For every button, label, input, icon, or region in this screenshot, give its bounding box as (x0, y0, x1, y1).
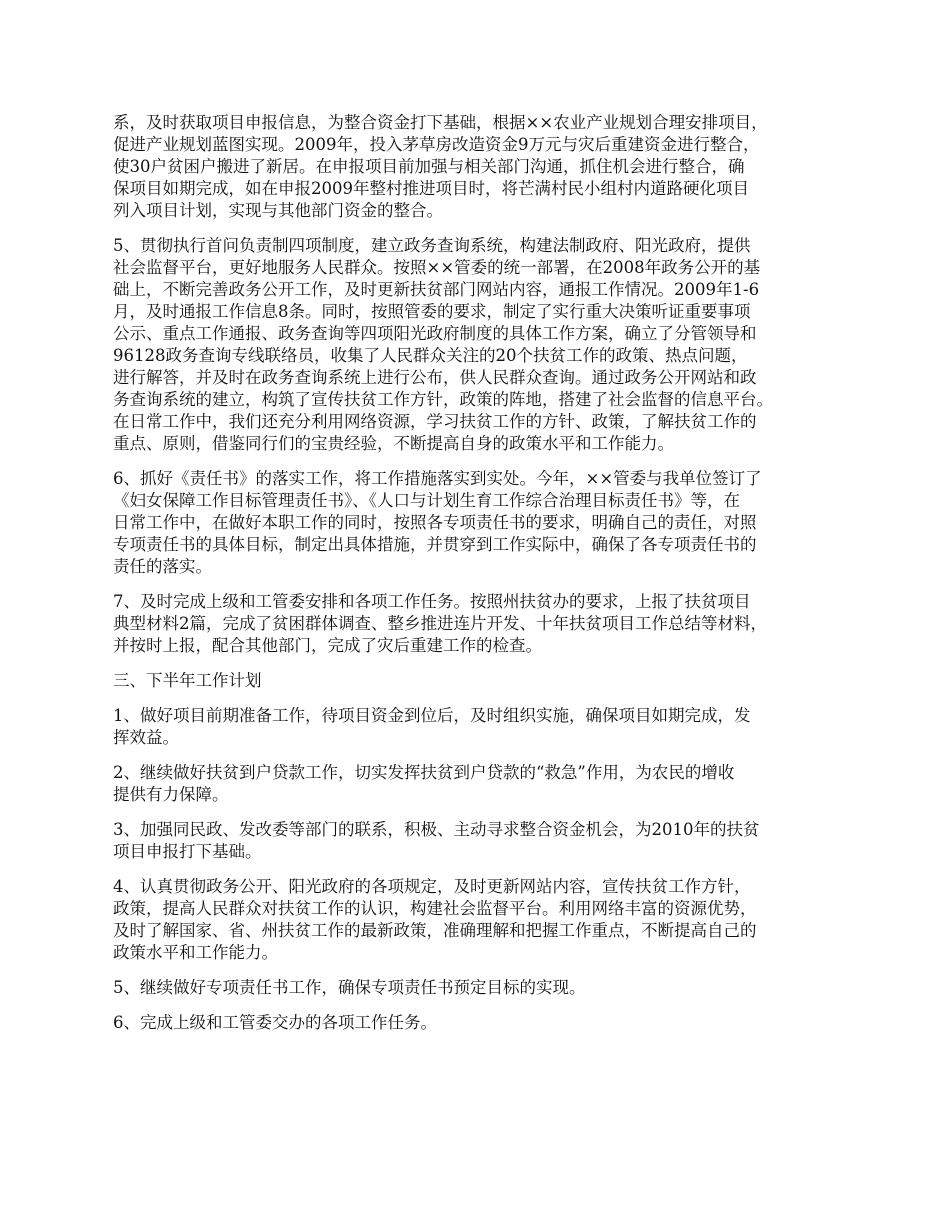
plan-item-6: 6、完成上级和工管委交办的各项工作任务。 (113, 1013, 437, 1032)
plan-item-1: 1、做好项目前期准备工作，待项目资金到位后，及时组织实施，确保项目如期完成，发 挥效益。 (113, 706, 751, 747)
paragraph-item-7-tasks: 7、及时完成上级和工管委安排和各项工作任务。按照州扶贫办的要求，上报了扶贫项目 典型材料2篇，完成了贫困群体调查、整乡推进连片开发、十年扶贫项目工作总结等材料， 并按时上报，配合其他部门，完成了灾后重建工作的检查。 (113, 592, 767, 655)
plan-item-5: 5、继续做好专项责任书工作，确保专项责任书预定目标的实现。 (113, 978, 586, 997)
plan-item-2: 2、继续做好扶贫到户贷款工作，切实发挥扶贫到户贷款的“救急”作用，为农民的增收 提供有力保障。 (113, 763, 735, 804)
paragraph-item-6-responsibility: 6、抓好《责任书》的落实工作，将工作措施落实到实处。今年，××管委与我单位签订了 《妇女保障工作目标管理责任书》、《人口与计划生育工作综合治理目标责任书》等，在 日常工作中，在做好本职工作的同时，按照各专项责任书的要求，明确自己的责任，对照 专项责任书的具体目标，制定出具体措施，并贯穿到工作实际中，确保了各专项责任书的 责任的落实。 (113, 469, 762, 576)
paragraph-item-5-government-affairs: 5、贯彻执行首问负责制四项制度，建立政务查询系统，构建法制政府、阳光政府，提供 社会监督平台，更好地服务人民群众。按照××管委的统一部署，在2008年政务公开的基 础上，不断完善政务公开工作，及时更新扶贫部门网站内容，通报工作情况。2009年1-6 月，及时通报工作信息8条。同时，按照管委的要求，制定了实行重大决策听证重要事项 公示、重点工作通报、政务查询等四项阳光政府制度的具体工作方案，确立了分管领导和 96128政务查询专线联络员，收集了人民群众关注的20个扶贫工作的政策、热点问题， 进行解答，并及时在政务查询系统上进行公布，供人民群众查询。通过政务公开网站和政 务查询系统的建立，构筑了宣传扶贫工作方针，政策的阵地，搭建了社会监督的信息平台。 在日常工作中，我们还充分利用网络资源，学习扶贫工作的方针、政策，了解扶贫工作的 重点、原则，借鉴同行们的宝贵经验，不断提高自身的政策水平和工作能力。 (113, 236, 773, 453)
plan-item-4: 4、认真贯彻政务公开、阳光政府的各项规定，及时更新网站内容，宣传扶贫工作方针， 政策，提高人民群众对扶贫工作的认识，构建社会监督平台。利用网络丰富的资源优势， 及时了解国家、省、州扶贫工作的最新政策，准确理解和把握工作重点，不断提高自己的 政策水平和工作能力。 (113, 877, 757, 962)
section-heading: 三、下半年工作计划 (113, 671, 262, 690)
plan-item-3: 3、加强同民政、发改委等部门的联系，积极、主动寻求整合资金机会，为2010年的扶贫 项目申报打下基础。 (113, 820, 760, 861)
paragraph-integration-funds: 系，及时获取项目申报信息，为整合资金打下基础，根据××农业产业规划合理安排项目， 促进产业规划蓝图实现。2009年，投入茅草房改造资金9万元与灾后重建资金进行整合， 使30户贫困户搬进了新居。在申报项目前加强与相关部门沟通，抓住机会进行整合，确 保项目如期完成，如在申报2009年整村推进项目时，将芒满村民小组村内道路硬化项目 列入项目计划，实现与其他部门资金的整合。 (113, 113, 768, 220)
document-body (113, 112, 853, 1047)
